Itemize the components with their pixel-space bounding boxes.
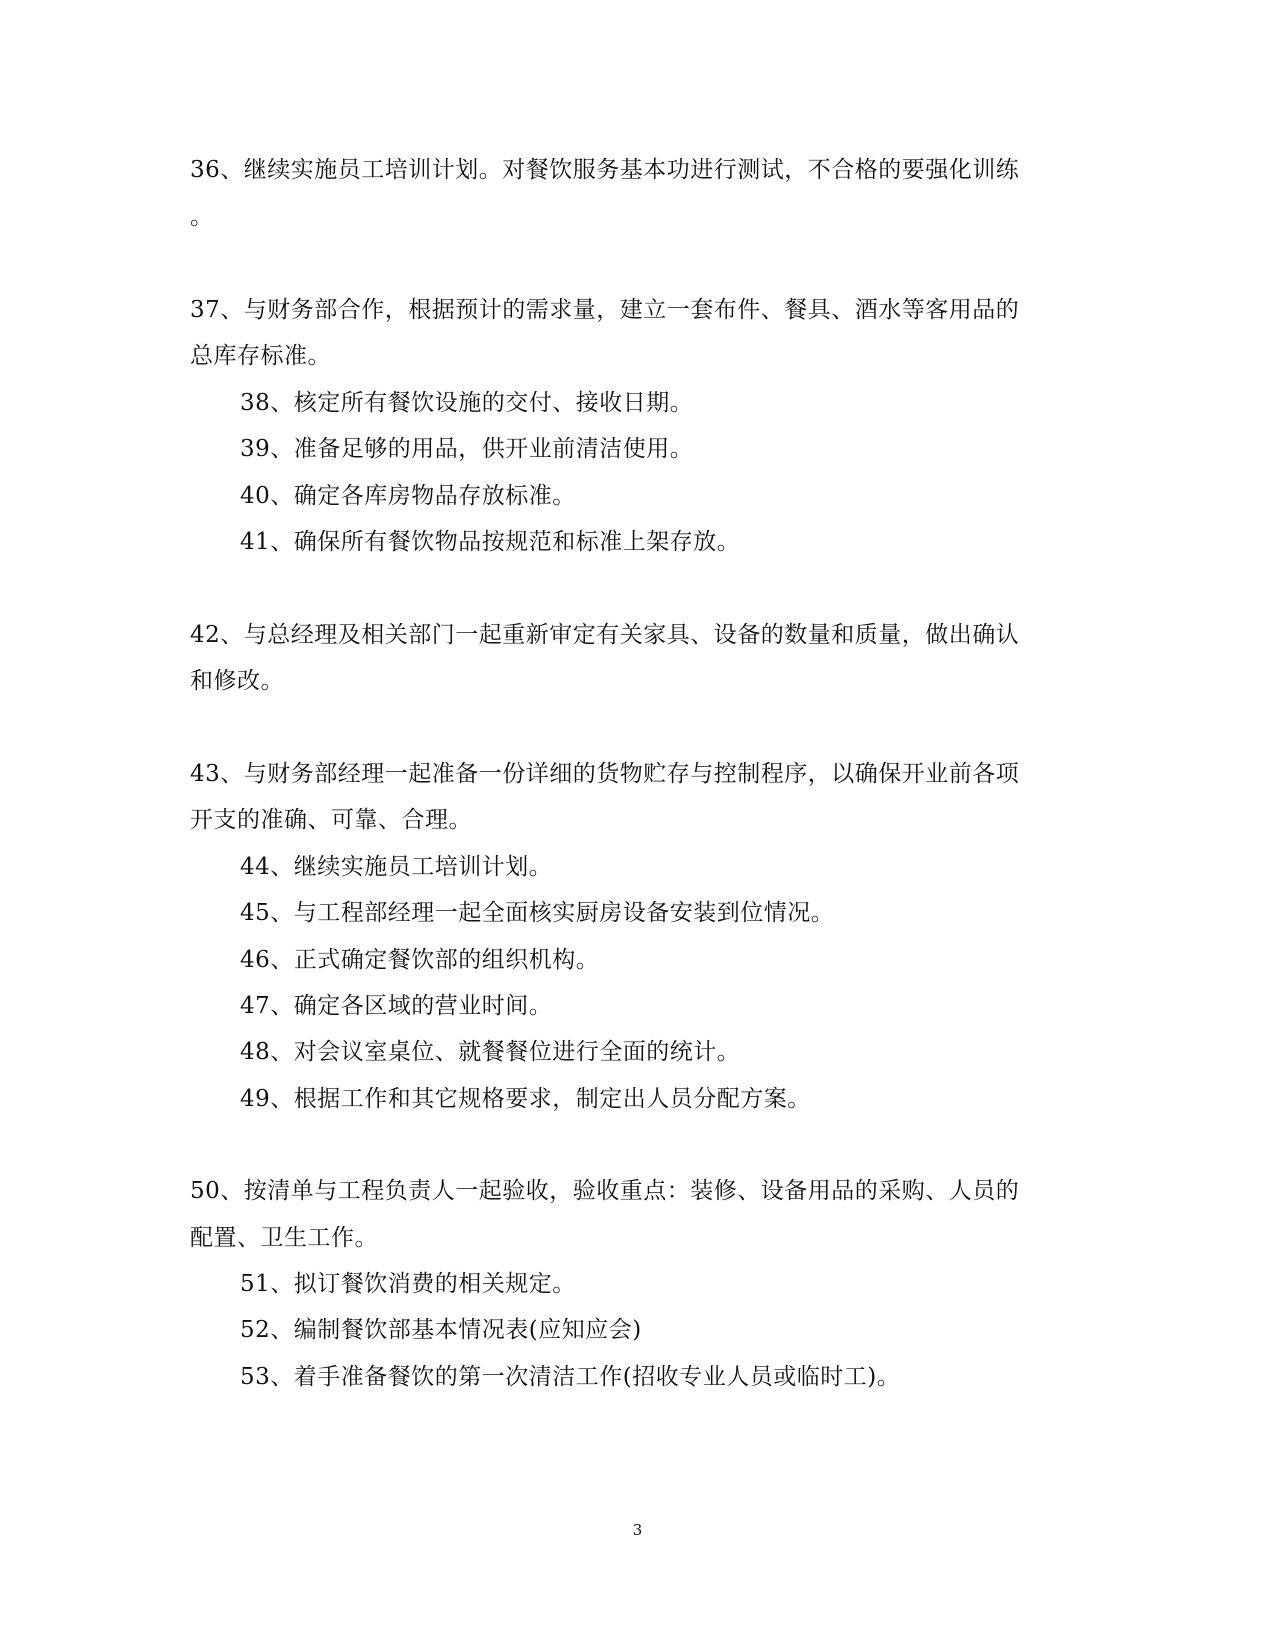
- item-48: 48、对会议室桌位、就餐餐位进行全面的统计。: [240, 1039, 741, 1065]
- item-42-line-1: 42、与总经理及相关部门一起重新审定有关家具、设备的数量和质量，做出确认: [190, 622, 1020, 648]
- item-47: 47、确定各区域的营业时间。: [240, 993, 553, 1019]
- page-number: 3: [632, 1521, 643, 1539]
- item-43-line-2: 开支的准确、可靠、合理。: [190, 807, 472, 833]
- item-36-line-2: 。: [190, 204, 214, 230]
- item-51: 51、拟订餐饮消费的相关规定。: [240, 1271, 576, 1297]
- item-45: 45、与工程部经理一起全面核实厨房设备安装到位情况。: [240, 900, 835, 926]
- item-40: 40、确定各库房物品存放标准。: [240, 483, 576, 509]
- item-41: 41、确保所有餐饮物品按规范和标准上架存放。: [240, 529, 741, 555]
- item-49: 49、根据工作和其它规格要求，制定出人员分配方案。: [240, 1086, 811, 1112]
- item-53: 53、着手准备餐饮的第一次清洁工作(招收专业人员或临时工)。: [240, 1364, 901, 1390]
- item-37-line-1: 37、与财务部合作，根据预计的需求量，建立一套布件、餐具、酒水等客用品的: [190, 297, 1020, 323]
- item-39: 39、准备足够的用品，供开业前清洁使用。: [240, 436, 694, 462]
- item-52: 52、编制餐饮部基本情况表(应知应会): [240, 1317, 642, 1343]
- item-43-line-1: 43、与财务部经理一起准备一份详细的货物贮存与控制程序，以确保开业前各项: [190, 761, 1020, 787]
- item-36-line-1: 36、继续实施员工培训计划。对餐饮服务基本功进行测试，不合格的要强化训练: [190, 157, 1020, 183]
- item-50-line-1: 50、按清单与工程负责人一起验收，验收重点：装修、设备用品的采购、人员的: [190, 1178, 1020, 1204]
- item-50-line-2: 配置、卫生工作。: [190, 1225, 378, 1251]
- item-38: 38、核定所有餐饮设施的交付、接收日期。: [240, 390, 694, 416]
- item-46: 46、正式确定餐饮部的组织机构。: [240, 947, 600, 973]
- item-42-line-2: 和修改。: [190, 668, 284, 694]
- item-44: 44、继续实施员工培训计划。: [240, 854, 553, 880]
- item-37-line-2: 总库存标准。: [190, 343, 331, 369]
